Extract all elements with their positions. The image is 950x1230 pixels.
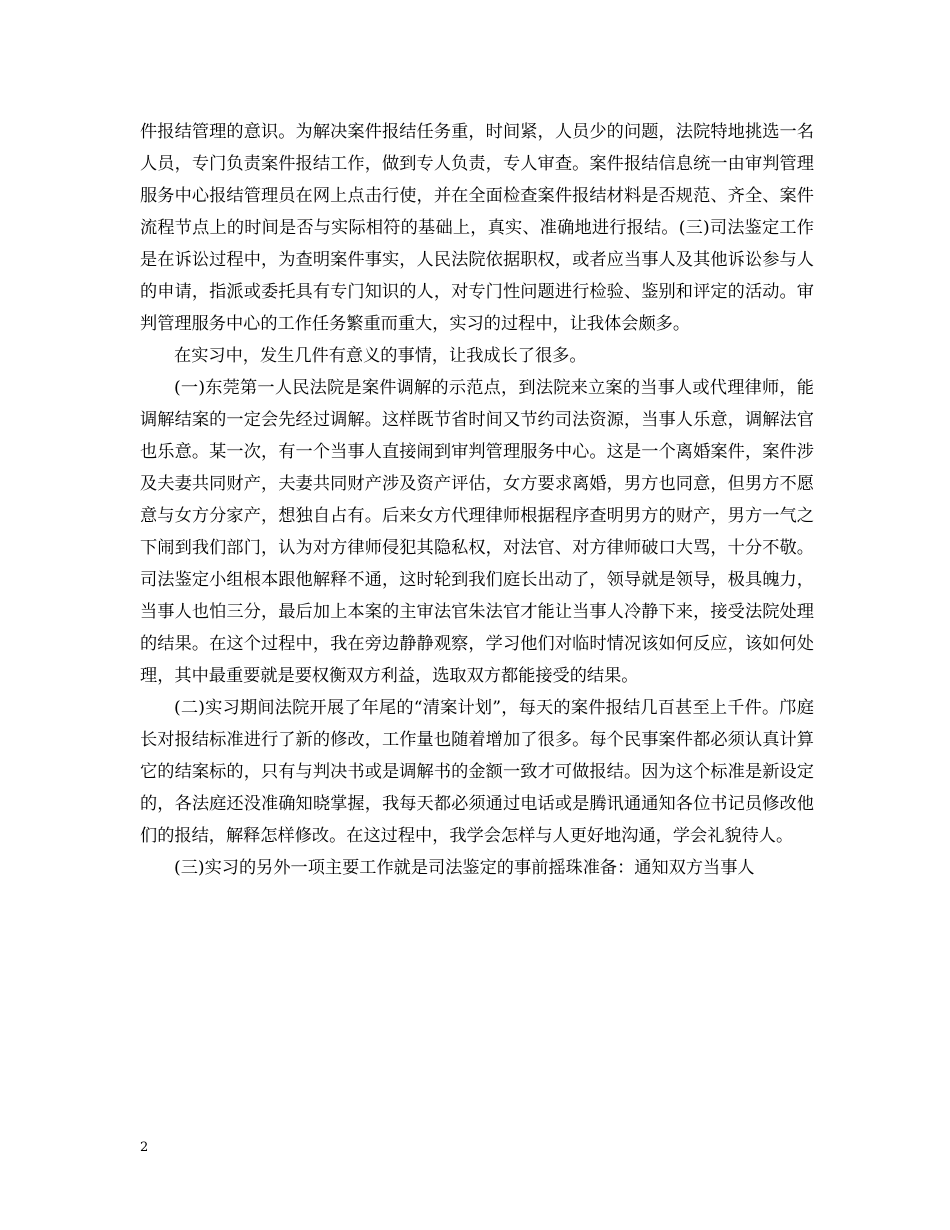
- paragraph: (二)实习期间法院开展了年尾的“清案计划”，每天的案件报结几百甚至上千件。邝庭长对报结标准进行了新的修改，工作量也随着增加了很多。每个民事案件都必须认真计算它的结案标的，只有与判决书或是调解书的金额一致才可做报结。因为这个标准是新设定的，各法庭还没准确知晓掌握，我每天都必须通过电话或是腾讯通通知各位书记员修改他们的报结，解释怎样修改。在这过程中，我学会怎样与人更好地沟通，学会礼貌待人。: [140, 698, 814, 846]
- paragraph: 在实习中，发生几件有意义的事情，让我成长了很多。: [174, 346, 587, 366]
- paragraph: (三)实习的另外一项主要工作就是司法鉴定的事前摇珠准备：通知双方当事人: [174, 858, 755, 878]
- document-body: [140, 116, 814, 884]
- page-number: 2: [140, 1140, 149, 1155]
- paragraph: 件报结管理的意识。为解决案件报结任务重，时间紧，人员少的问题，法院特地挑选一名人员，专门负责案件报结工作，做到专人负责，专人审查。案件报结信息统一由审判管理服务中心报结管理员在网上点击行使，并在全面检查案件报结材料是否规范、齐全、案件流程节点上的时间是否与实际相符的基础上，真实、准确地进行报结。(三)司法鉴定工作是在诉讼过程中，为查明案件事实，人民法院依据职权，或者应当事人及其他诉讼参与人的申请，指派或委托具有专门知识的人，对专门性问题进行检验、鉴别和评定的活动。审判管理服务中心的工作任务繁重而重大，实习的过程中，让我体会颇多。: [140, 122, 814, 334]
- paragraph: (一)东莞第一人民法院是案件调解的示范点，到法院来立案的当事人或代理律师，能调解结案的一定会先经过调解。这样既节省时间又节约司法资源，当事人乐意，调解法官也乐意。某一次，有一个当事人直接闹到审判管理服务中心。这是一个离婚案件，案件涉及夫妻共同财产，夫妻共同财产涉及资产评估，女方要求离婚，男方也同意，但男方不愿意与女方分家产，想独自占有。后来女方代理律师根据程序查明男方的财产，男方一气之下闹到我们部门，认为对方律师侵犯其隐私权，对法官、对方律师破口大骂，十分不敬。司法鉴定小组根本跟他解释不通，这时轮到我们庭长出动了，领导就是领导，极具魄力，当事人也怕三分，最后加上本案的主审法官朱法官才能让当事人冷静下来，接受法院处理的结果。在这个过程中，我在旁边静静观察，学习他们对临时情况该如何反应，该如何处理，其中最重要就是要权衡双方利益，选取双方都能接受的结果。: [140, 378, 814, 686]
